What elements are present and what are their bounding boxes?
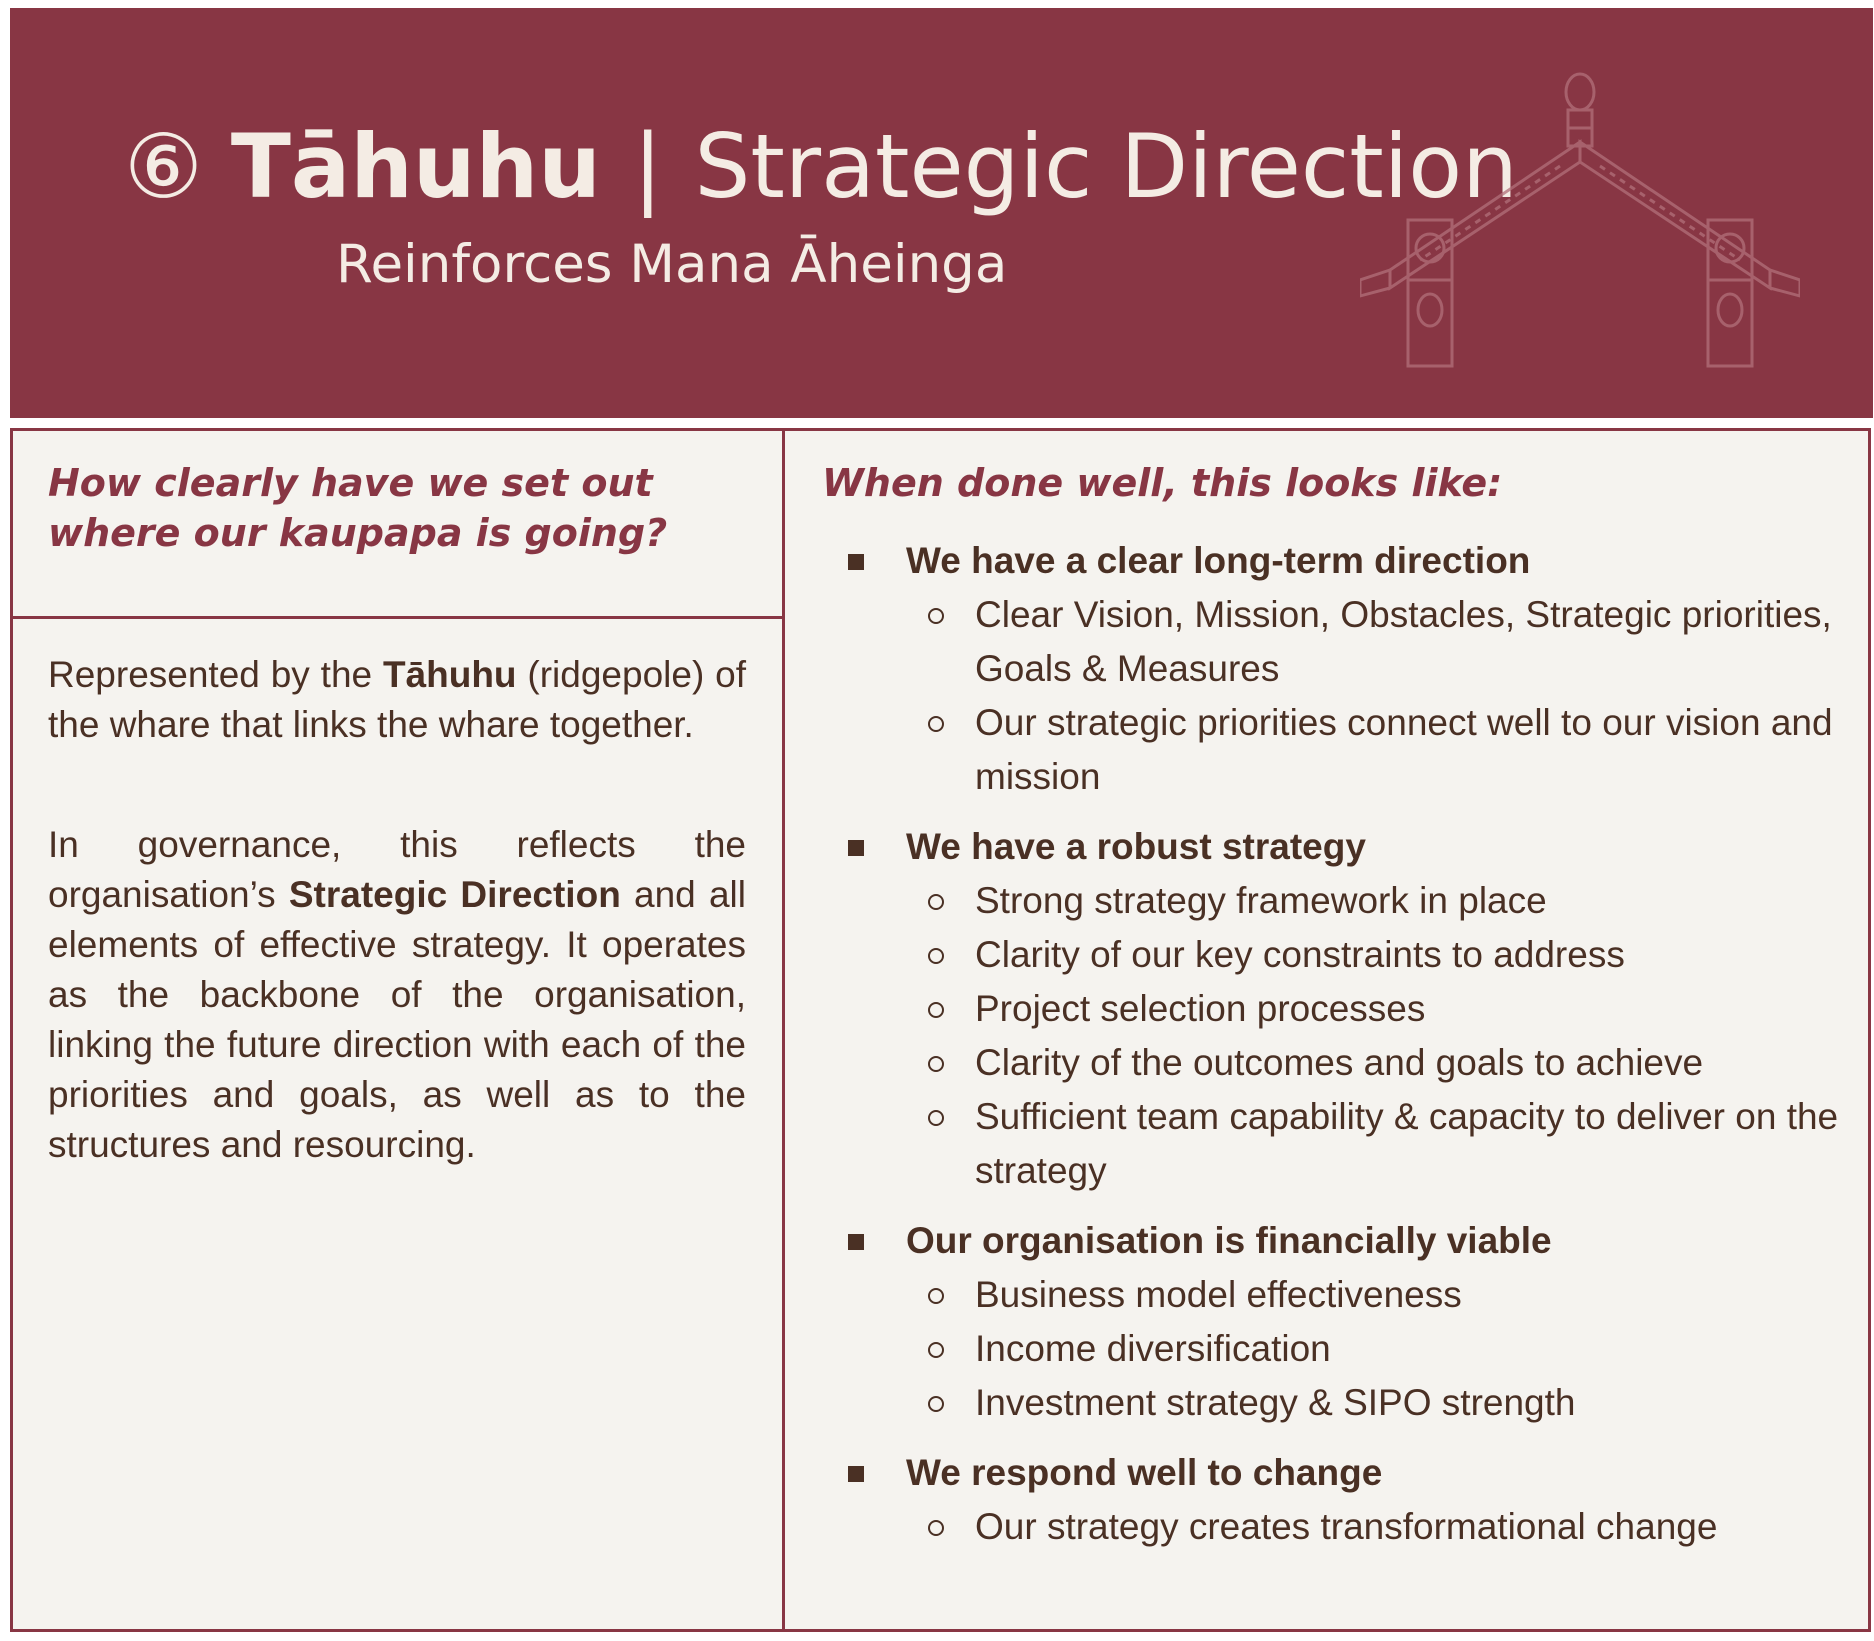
- list-item: Our strategic priorities connect well to our vision and mission: [975, 702, 1833, 797]
- checklist: [840, 534, 1850, 1570]
- wharenui-carving-icon: [1360, 70, 1800, 370]
- square-bullet-icon: [848, 840, 864, 856]
- circle-bullet-icon: [928, 1396, 944, 1412]
- list-item: Our strategy creates transformational change: [975, 1506, 1718, 1547]
- square-bullet-icon: [848, 1466, 864, 1482]
- list-item: Clarity of the outcomes and goals to achieve: [975, 1042, 1704, 1083]
- circle-bullet-icon: [928, 1110, 944, 1126]
- list-item: Clear Vision, Mission, Obstacles, Strategic priorities, Goals & Measures: [975, 594, 1832, 689]
- circle-bullet-icon: [928, 1520, 944, 1536]
- list-item: Strong strategy framework in place: [975, 880, 1547, 921]
- title-separator: |: [632, 115, 663, 218]
- page-title: [124, 112, 1518, 222]
- circle-bullet-icon: [928, 1056, 944, 1072]
- checklist-group: [840, 534, 1850, 804]
- circle-bullet-icon: [928, 716, 944, 732]
- question-divider: [10, 616, 784, 619]
- group-title: We have a robust strategy: [906, 826, 1366, 867]
- checklist-group: [840, 1446, 1850, 1554]
- list-item: Project selection processes: [975, 988, 1426, 1029]
- circle-bullet-icon: [928, 608, 944, 624]
- square-bullet-icon: [848, 554, 864, 570]
- list-item: Sufficient team capability & capacity to deliver on the strategy: [975, 1096, 1839, 1191]
- section-number: ⑥: [124, 115, 203, 218]
- group-title: We have a clear long-term direction: [906, 540, 1531, 581]
- list-item: Business model effectiveness: [975, 1274, 1462, 1315]
- square-bullet-icon: [848, 1234, 864, 1250]
- title-english: Strategic Direction: [694, 115, 1518, 218]
- description-paragraph-2: In governance, this reflects the organisation’s Strategic Direction and all elements of effective strategy. It operates as the backbone of the organisation, linking the future direction with each of the priorities and goals, as well as to the structures and resourcing.: [48, 824, 746, 1165]
- group-title: Our organisation is financially viable: [906, 1220, 1552, 1261]
- title-maori: Tāhuhu: [230, 115, 601, 218]
- column-divider: [782, 428, 785, 1632]
- checklist-heading: When done well, this looks like:: [822, 461, 1503, 505]
- page-subtitle: Reinforces Mana Āheinga: [336, 234, 1008, 295]
- circle-bullet-icon: [928, 948, 944, 964]
- description-paragraph-1: Represented by the Tāhuhu (ridgepole) of the whare that links the whare together.: [48, 654, 746, 745]
- group-title: We respond well to change: [906, 1452, 1383, 1493]
- guiding-question: How clearly have we set out where our kaupapa is going?: [48, 461, 668, 555]
- circle-bullet-icon: [928, 1002, 944, 1018]
- circle-bullet-icon: [928, 1288, 944, 1304]
- circle-bullet-icon: [928, 1342, 944, 1358]
- list-item: Investment strategy & SIPO strength: [975, 1382, 1576, 1423]
- list-item: Income diversification: [975, 1328, 1331, 1369]
- circle-bullet-icon: [928, 894, 944, 910]
- checklist-group: [840, 1214, 1850, 1430]
- list-item: Clarity of our key constraints to address: [975, 934, 1625, 975]
- checklist-group: [840, 820, 1850, 1198]
